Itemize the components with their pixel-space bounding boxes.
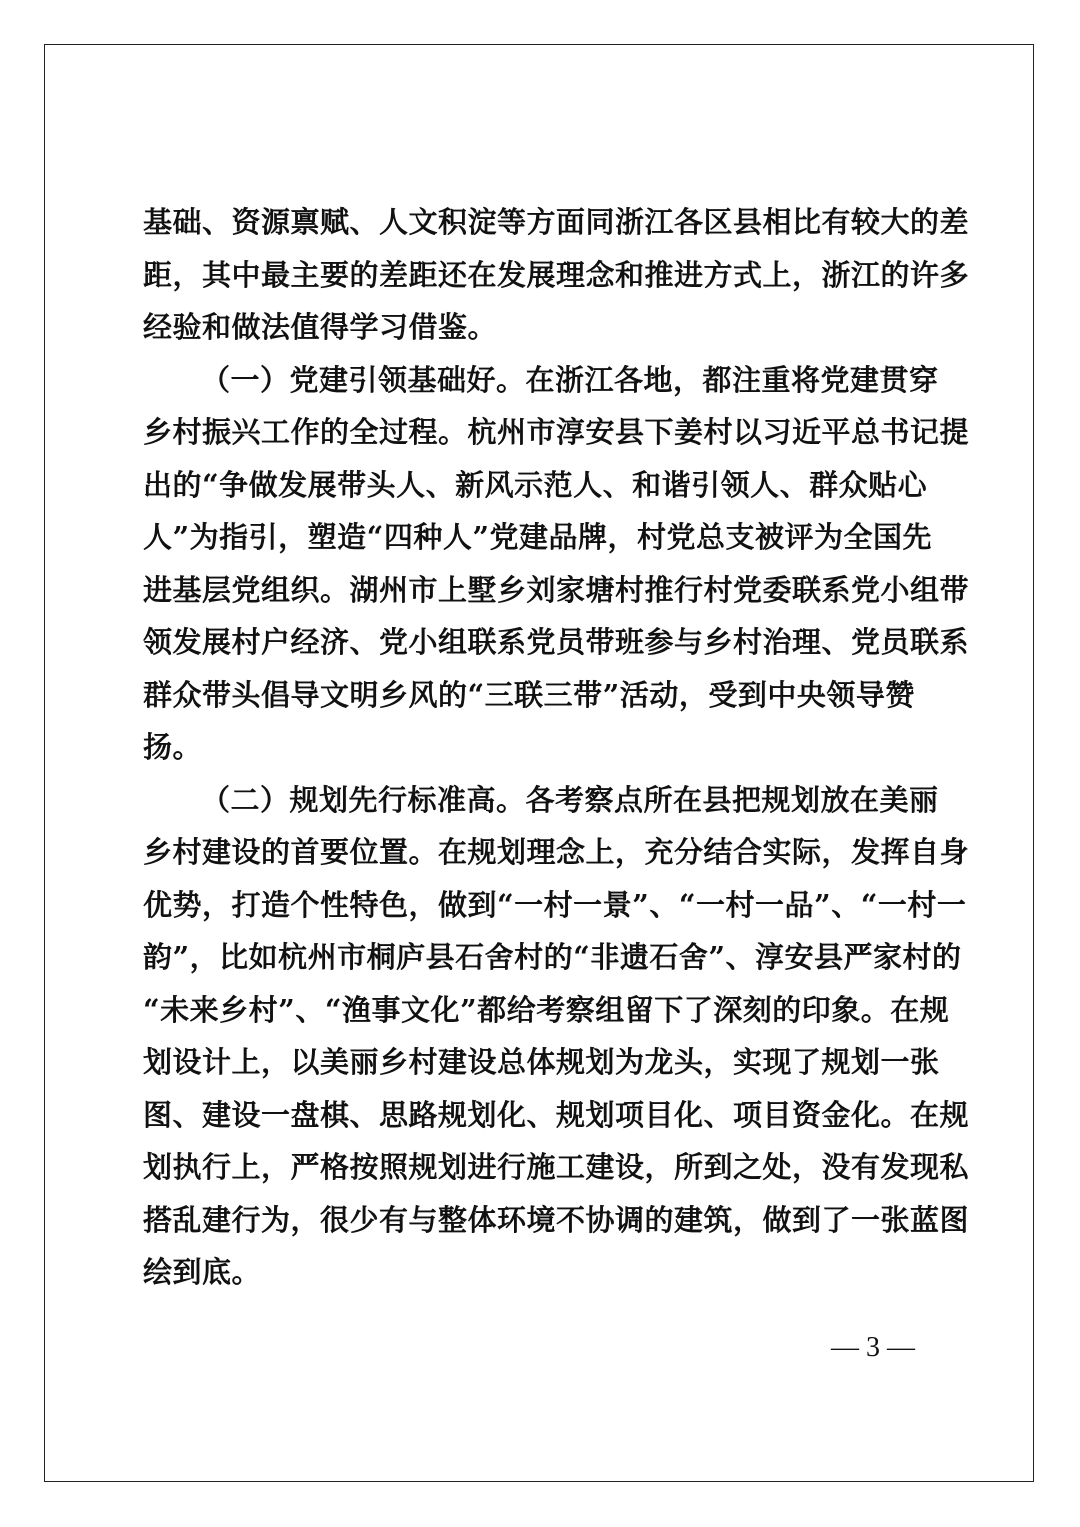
text-line: 基础、资源禀赋、人文积淀等方面同浙江各区县相比有较大的差 [143,205,970,239]
text-line: 韵”，比如杭州市桐庐县石舍村的“非遗石舍”、淳安县严家村的 [143,940,962,974]
text-line: 乡村建设的首要位置。在规划理念上，充分结合实际，发挥自身 [143,835,970,869]
text-line: “未来乡村”、“渔事文化”都给考察组留下了深刻的印象。在规 [143,992,950,1027]
document-body [143,196,970,1299]
paragraph-3 [143,774,970,1299]
text-line: 进基层党组织。湖州市上墅乡刘家塘村推行村党委联系党小组带 [143,572,970,607]
text-line: 经验和做法值得学习借鉴。 [143,310,498,344]
section-heading-line: （一）党建引领基础好。在浙江各地，都注重将党建贯穿 [201,362,939,397]
text-line: 出的“争做发展带头人、新风示范人、和谐引领人、群众贴心 [143,467,928,502]
paragraph-1 [143,196,970,354]
text-line: 乡村振兴工作的全过程。杭州市淳安县下姜村以习近平总书记提 [143,415,970,449]
page-number: — 3 — [831,1332,915,1363]
text-line: 搭乱建行为，很少有与整体环境不协调的建筑，做到了一张蓝图 [143,1202,970,1237]
text-line: 领发展村户经济、党小组联系党员带班参与乡村治理、党员联系 [143,625,970,659]
text-line: 群众带头倡导文明乡风的“三联三带”活动，受到中央领导赞 [143,677,915,712]
section-heading-line: （二）规划先行标准高。各考察点所在县把规划放在美丽 [201,782,939,817]
text-line: 距，其中最主要的差距还在发展理念和推进方式上，浙江的许多 [143,257,970,292]
text-line: 划执行上，严格按照规划进行施工建设，所到之处，没有发现私 [143,1150,970,1184]
text-line: 划设计上，以美丽乡村建设总体规划为龙头，实现了规划一张 [143,1045,940,1079]
text-line: 人”为指引，塑造“四种人”党建品牌，村党总支被评为全国先 [143,520,933,554]
paragraph-2 [143,354,970,774]
text-line: 扬。 [143,730,203,764]
text-line: 绘到底。 [143,1255,262,1289]
text-line: 优势，打造个性特色，做到“一村一景”、“一村一品”、“一村一 [143,887,967,922]
text-line: 图、建设一盘棋、思路规划化、规划项目化、项目资金化。在规 [143,1097,970,1132]
